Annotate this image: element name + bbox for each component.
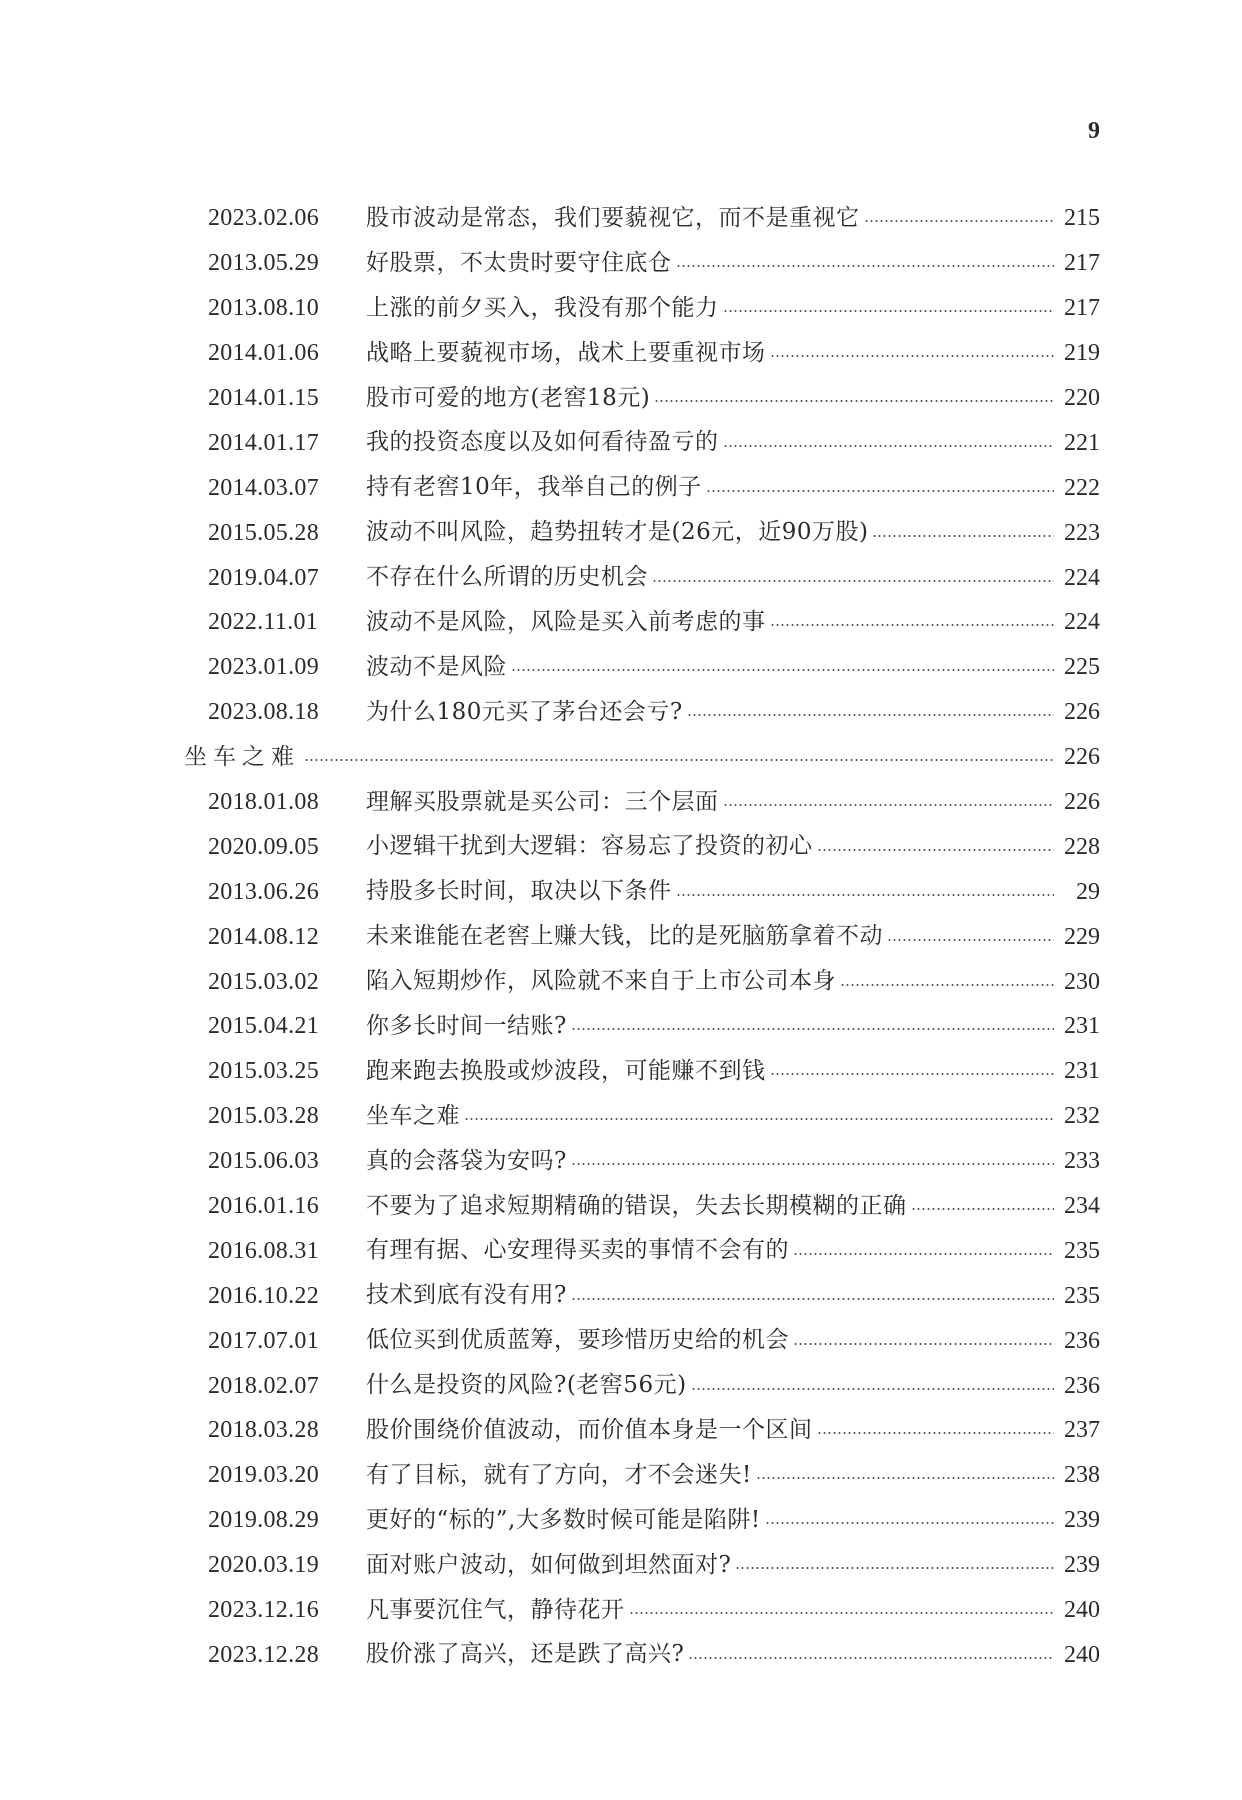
dot-leader [511,668,1054,672]
toc-entry-line [366,700,1100,724]
toc-entry-line [366,790,1100,814]
toc-entry-page: 236 [1064,1372,1100,1399]
toc-entry[interactable] [0,1273,1242,1318]
dot-leader [872,534,1054,538]
toc-entry-line [366,1374,1100,1398]
toc-entry[interactable] [0,420,1242,465]
toc-entry[interactable] [0,1498,1242,1543]
toc-entry-title: 有理有据、心安理得买卖的事情不会有的 [366,1237,789,1264]
toc-entry-line [366,386,1100,410]
toc-entry-page: 236 [1064,1327,1100,1354]
toc-entry-title: 持有老窖10年，我举自己的例子 [366,474,702,501]
toc-entry-date: 2014.01.15 [208,385,319,411]
toc-entry-page: 233 [1064,1148,1100,1175]
toc-entry-title: 低位买到优质蓝筹，要珍惜历史给的机会 [366,1327,789,1354]
toc-entry-date: 2016.10.22 [208,1282,319,1309]
toc-entry[interactable] [0,1184,1242,1229]
toc-entry-date: 2019.03.20 [208,1462,319,1489]
toc-entry-page: 235 [1064,1237,1100,1264]
dot-leader [691,1387,1054,1391]
toc-entry-date: 2015.03.28 [208,1103,319,1130]
toc-entry-title: 未来谁能在老窖上赚大钱，比的是死脑筋拿着不动 [366,923,883,950]
toc-entry-line [366,835,1100,859]
toc-entry-title: 为什么180元买了茅台还会亏? [366,698,683,725]
toc-entry-page: 240 [1064,1641,1100,1668]
toc-entry-title: 有了目标，就有了方向，才不会迷失! [366,1461,752,1488]
toc-entry-date: 2019.04.07 [208,564,319,591]
toc-entry-line [366,1329,1100,1353]
toc-entry-date: 2018.02.07 [208,1372,319,1399]
toc-entry-line [366,251,1100,275]
toc-entry-title: 好股票，不太贵时要守住底仓 [366,249,672,276]
toc-entry-line [366,1284,1100,1308]
toc-entry-title: 波动不是风险 [366,653,507,680]
toc-entry[interactable] [0,1588,1242,1633]
toc-entry-line [366,610,1100,634]
toc-entry-title: 什么是投资的风险?(老窖56元) [366,1372,687,1399]
toc-entry-page: 235 [1064,1282,1100,1309]
toc-entry-page: 29 [1076,878,1100,905]
toc-entry-date: 2018.01.08 [208,789,319,816]
dot-leader [735,1566,1054,1570]
dot-leader [676,893,1055,897]
toc-entry-title: 凡事要沉住气，静待花开 [366,1596,625,1623]
toc-entry-page: 215 [1064,205,1100,232]
toc-entry-page: 224 [1064,564,1100,591]
toc-entry-line [366,1194,1100,1218]
dot-leader [654,399,1054,403]
toc-entry-title: 上涨的前夕买入，我没有那个能力 [366,294,719,321]
toc-entry-date: 2022.11.01 [208,609,319,636]
dot-leader [464,1117,1054,1121]
toc-entry-title: 波动不叫风险，趋势扭转才是(26元，近90万股) [366,519,869,546]
toc-entry[interactable] [0,465,1242,510]
toc-entry-title: 持股多长时间，取决以下条件 [366,878,672,905]
dot-leader [571,1027,1054,1031]
toc-entry-line [366,206,1100,230]
toc-entry-date: 2020.03.19 [208,1552,319,1579]
toc-entry-page: 221 [1064,429,1100,456]
dot-leader [723,309,1055,313]
dot-leader [676,264,1055,268]
toc-entry[interactable] [0,780,1242,825]
toc-entry-title: 不存在什么所谓的历史机会 [366,564,648,591]
toc-entry[interactable] [0,1139,1242,1184]
dot-leader [688,1656,1054,1660]
toc-entry[interactable] [0,1363,1242,1408]
toc-entry-page: 231 [1064,1058,1100,1085]
toc-entry-line [366,925,1100,949]
dot-leader [304,758,1054,762]
toc-entry-page: 226 [1064,699,1100,726]
toc-entry-page: 240 [1064,1597,1100,1624]
toc-entry-date: 2023.12.28 [208,1641,319,1668]
toc-entry-page: 228 [1064,833,1100,860]
toc-entry-line [366,1643,1100,1667]
toc-entry-title: 真的会落袋为安吗? [366,1147,567,1174]
toc-entry-title: 我的投资态度以及如何看待盈亏的 [366,429,719,456]
toc-entry-date: 2015.03.25 [208,1058,319,1085]
toc-entry-line [366,880,1100,904]
toc-entry-page: 217 [1064,250,1100,277]
toc-entry-date: 2023.01.09 [208,654,319,681]
toc-entry-line [366,655,1100,679]
section-title: 坐车之难 [184,743,300,770]
toc-entry-date: 2015.03.02 [208,968,319,995]
toc-entry-line [366,1508,1100,1532]
toc-entry[interactable] [0,1318,1242,1363]
toc-entry-line [366,1239,1100,1263]
toc-entry-line [366,476,1100,500]
toc-entry-date: 2014.01.17 [208,429,319,456]
toc-entry-page: 226 [1064,744,1100,771]
page-number: 9 [1088,118,1100,144]
toc-entry-page: 222 [1064,474,1100,501]
toc-entry[interactable] [0,1408,1242,1453]
toc-entry-page: 223 [1064,519,1100,546]
toc-entry[interactable] [0,1453,1242,1498]
dot-leader [770,1072,1055,1076]
dot-leader [770,354,1055,358]
dot-leader [887,938,1054,942]
toc-entry-title: 理解买股票就是买公司：三个层面 [366,788,719,815]
toc-entry-title: 更好的“标的”,大多数时候可能是陷阱! [366,1506,761,1533]
toc-entry[interactable] [0,824,1242,869]
toc-entry[interactable] [0,376,1242,421]
toc-entry-page: 232 [1064,1103,1100,1130]
toc-entry[interactable] [0,241,1242,286]
toc-entry-date: 2020.09.05 [208,833,319,860]
toc-entry-title: 股价涨了高兴，还是跌了高兴? [366,1641,685,1668]
toc-entry[interactable] [0,600,1242,645]
toc-entry-title: 不要为了追求短期精确的错误，失去长期模糊的正确 [366,1192,907,1219]
toc-entry-title: 股市可爱的地方(老窖18元) [366,384,651,411]
toc-entry-date: 2015.04.21 [208,1013,319,1040]
dot-leader [817,1431,1055,1435]
toc-entry[interactable] [0,645,1242,690]
dot-leader [571,1162,1054,1166]
toc-entry-date: 2016.01.16 [208,1193,319,1220]
toc-entry[interactable] [0,1049,1242,1094]
toc-entry-title: 股价围绕价值波动，而价值本身是一个区间 [366,1416,813,1443]
toc-section-heading[interactable] [0,735,1242,780]
dot-leader [817,848,1055,852]
toc-entry-date: 2013.05.29 [208,250,319,277]
toc-entry[interactable] [0,555,1242,600]
toc-entry-line [366,431,1100,455]
dot-leader [793,1252,1054,1256]
toc-entry-title: 小逻辑干扰到大逻辑：容易忘了投资的初心 [366,833,813,860]
toc-entry-page: 225 [1064,654,1100,681]
toc-entry-date: 2019.08.29 [208,1507,319,1534]
toc-entry-page: 239 [1064,1507,1100,1534]
toc-entry-line [366,970,1100,994]
toc-entry-line [366,1149,1100,1173]
dot-leader [723,444,1055,448]
toc-entry-date: 2014.03.07 [208,474,319,501]
toc-entry[interactable] [0,286,1242,331]
dot-leader [770,623,1055,627]
toc-entry-page: 239 [1064,1552,1100,1579]
toc-entry-title: 跑来跑去换股或炒波段，可能赚不到钱 [366,1057,766,1084]
toc-entry-date: 2014.01.06 [208,340,319,367]
dot-leader [571,1297,1054,1301]
dot-leader [706,489,1054,493]
toc-entry-page: 230 [1064,968,1100,995]
toc-entry-line [366,521,1100,545]
toc-entry[interactable] [0,1228,1242,1273]
dot-leader [723,803,1055,807]
toc-entry-title: 波动不是风险，风险是买入前考虑的事 [366,608,766,635]
toc-entry-date: 2018.03.28 [208,1417,319,1444]
toc-entry-date: 2013.06.26 [208,878,319,905]
toc-entry-title: 你多长时间一结账? [366,1012,567,1039]
toc-entry-title: 面对账户波动，如何做到坦然面对? [366,1551,732,1578]
dot-leader [840,983,1054,987]
toc-entry[interactable] [0,959,1242,1004]
dot-leader [864,219,1055,223]
toc-entry-date: 2014.08.12 [208,923,319,950]
toc-entry-date: 2023.08.18 [208,699,319,726]
toc-entry-title: 股市波动是常态，我们要藐视它，而不是重视它 [366,204,860,231]
toc-entry-title: 技术到底有没有用? [366,1282,567,1309]
toc-entry[interactable] [0,196,1242,241]
dot-leader [765,1521,1054,1525]
dot-leader [652,579,1054,583]
toc-entry-page: 234 [1064,1193,1100,1220]
toc-entry-date: 2023.02.06 [208,205,319,232]
toc-entry-line [366,1418,1100,1442]
toc-entry-title: 战略上要藐视市场，战术上要重视市场 [366,339,766,366]
toc-entry-page: 238 [1064,1462,1100,1489]
toc-entry[interactable] [0,1633,1242,1678]
toc-entry-title: 陷入短期炒作，风险就不来自于上市公司本身 [366,968,836,995]
toc-entry-date: 2015.06.03 [208,1148,319,1175]
toc-entry-line [366,1553,1100,1577]
toc-entry[interactable] [0,510,1242,555]
toc-entry-page: 226 [1064,789,1100,816]
dot-leader [687,713,1054,717]
toc-entry-line [366,566,1100,590]
toc-entry-date: 2017.07.01 [208,1327,319,1354]
toc-entry-date: 2016.08.31 [208,1237,319,1264]
dot-leader [911,1207,1055,1211]
toc-entry-page: 229 [1064,923,1100,950]
toc-entry-line [184,745,1100,769]
toc-entry[interactable] [0,914,1242,959]
dot-leader [756,1476,1054,1480]
toc-entry-page: 217 [1064,295,1100,322]
toc-entry-line [366,1059,1100,1083]
table-of-contents [0,196,1242,1677]
toc-entry[interactable] [0,869,1242,914]
toc-entry-page: 220 [1064,385,1100,411]
toc-entry-line [366,341,1100,365]
dot-leader [629,1611,1055,1615]
toc-entry[interactable] [0,1004,1242,1049]
toc-entry-line [366,1463,1100,1487]
toc-entry[interactable] [0,690,1242,735]
toc-entry-line [366,1104,1100,1128]
toc-entry-date: 2013.08.10 [208,295,319,322]
toc-entry[interactable] [0,1543,1242,1588]
toc-entry-line [366,296,1100,320]
toc-entry[interactable] [0,331,1242,376]
toc-entry-page: 237 [1064,1417,1100,1444]
dot-leader [793,1342,1054,1346]
toc-entry-title: 坐车之难 [366,1102,460,1129]
toc-entry-page: 219 [1064,340,1100,367]
toc-entry-page: 231 [1064,1013,1100,1040]
toc-entry-date: 2015.05.28 [208,519,319,546]
toc-entry-date: 2023.12.16 [208,1597,319,1624]
toc-entry[interactable] [0,1094,1242,1139]
toc-entry-page: 224 [1064,609,1100,636]
toc-entry-line [366,1598,1100,1622]
toc-entry-line [366,1014,1100,1038]
